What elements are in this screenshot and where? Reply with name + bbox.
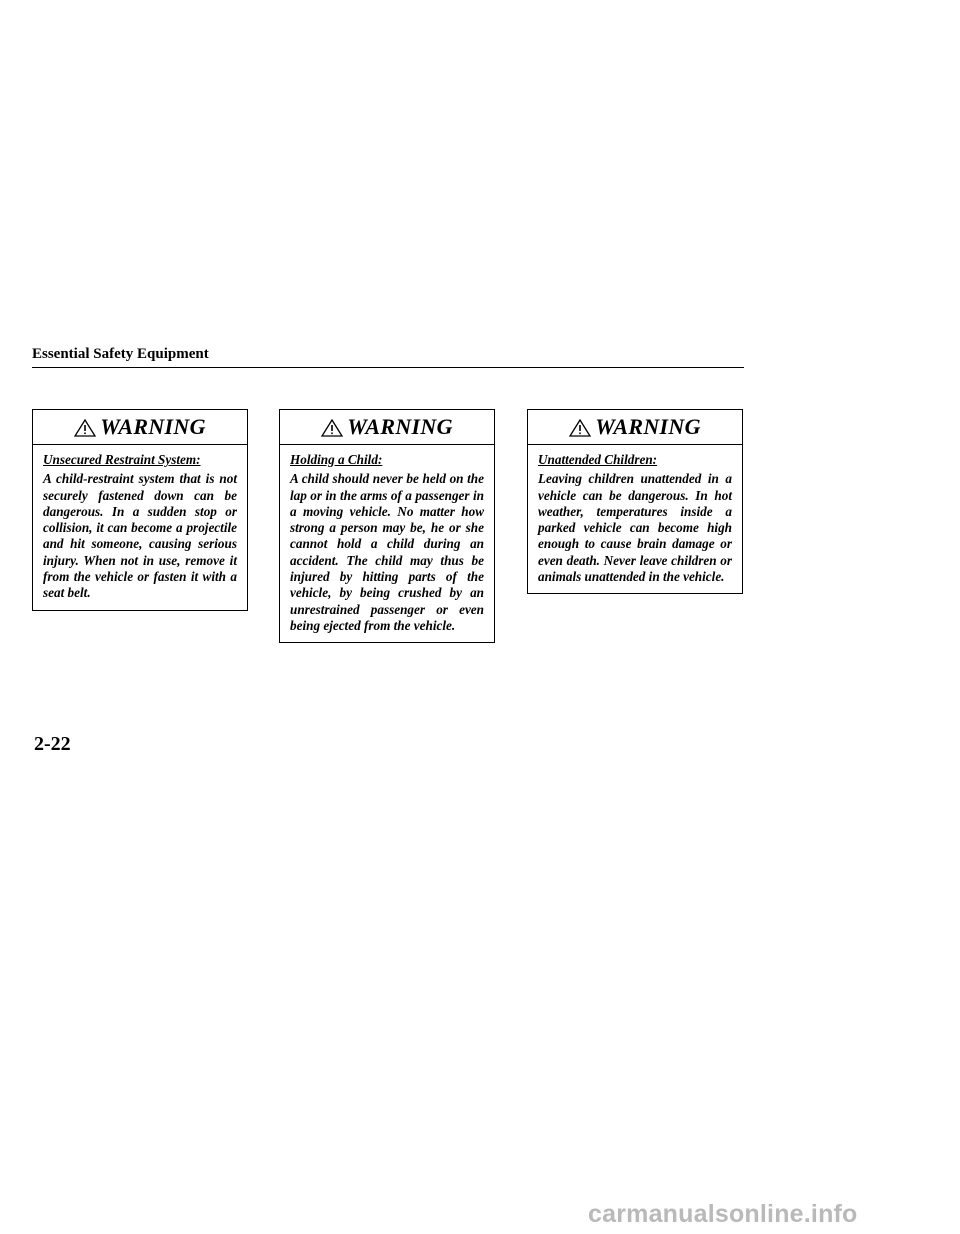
warning-header bbox=[280, 410, 494, 445]
warning-text: A child should never be held on the lap or in the arms of a passenger in a moving vehicle. No matter how strong a person may be, he or she cannot hold a child during an accident. The child may thus be injured by hitting parts of the vehicle, by being crushed by an unrestrained passenger or even being ejected from the vehicle. bbox=[290, 471, 484, 633]
warning-body bbox=[33, 445, 247, 610]
warning-subject: Unsecured Restraint System: bbox=[43, 452, 201, 467]
warning-text: Leaving children unattended in a vehicle can be dangerous. In hot weather, temperatures inside a parked vehicle can become high enough to cause brain damage or even death. Never leave children or animals unattended in the vehicle. bbox=[538, 471, 732, 585]
warning-box-unsecured-restraint bbox=[32, 409, 248, 611]
warning-header bbox=[33, 410, 247, 445]
warning-label: WARNING bbox=[595, 414, 701, 439]
warning-subject: Holding a Child: bbox=[290, 452, 383, 467]
warning-triangle-icon bbox=[74, 419, 96, 437]
warning-body bbox=[528, 445, 742, 593]
warning-box-unattended-children bbox=[527, 409, 743, 594]
section-title: Essential Safety Equipment bbox=[32, 346, 209, 362]
warning-header bbox=[528, 410, 742, 445]
header-rule bbox=[32, 367, 744, 368]
warning-box-holding-child bbox=[279, 409, 495, 643]
warning-text: A child-restraint system that is not securely fastened down can be dangerous. In a sudden stop or collision, it can become a projectile and hit someone, causing serious injury. When not in use, remove it from the vehicle or fasten it with a seat belt. bbox=[43, 471, 237, 601]
warning-triangle-icon bbox=[321, 419, 343, 437]
warning-subject: Unattended Children: bbox=[538, 452, 658, 467]
warning-body bbox=[280, 445, 494, 642]
warning-label: WARNING bbox=[347, 414, 453, 439]
watermark: carmanualsonline.info bbox=[588, 1200, 858, 1228]
warning-triangle-icon bbox=[569, 419, 591, 437]
warning-label: WARNING bbox=[100, 414, 206, 439]
page-number: 2-22 bbox=[34, 733, 71, 755]
